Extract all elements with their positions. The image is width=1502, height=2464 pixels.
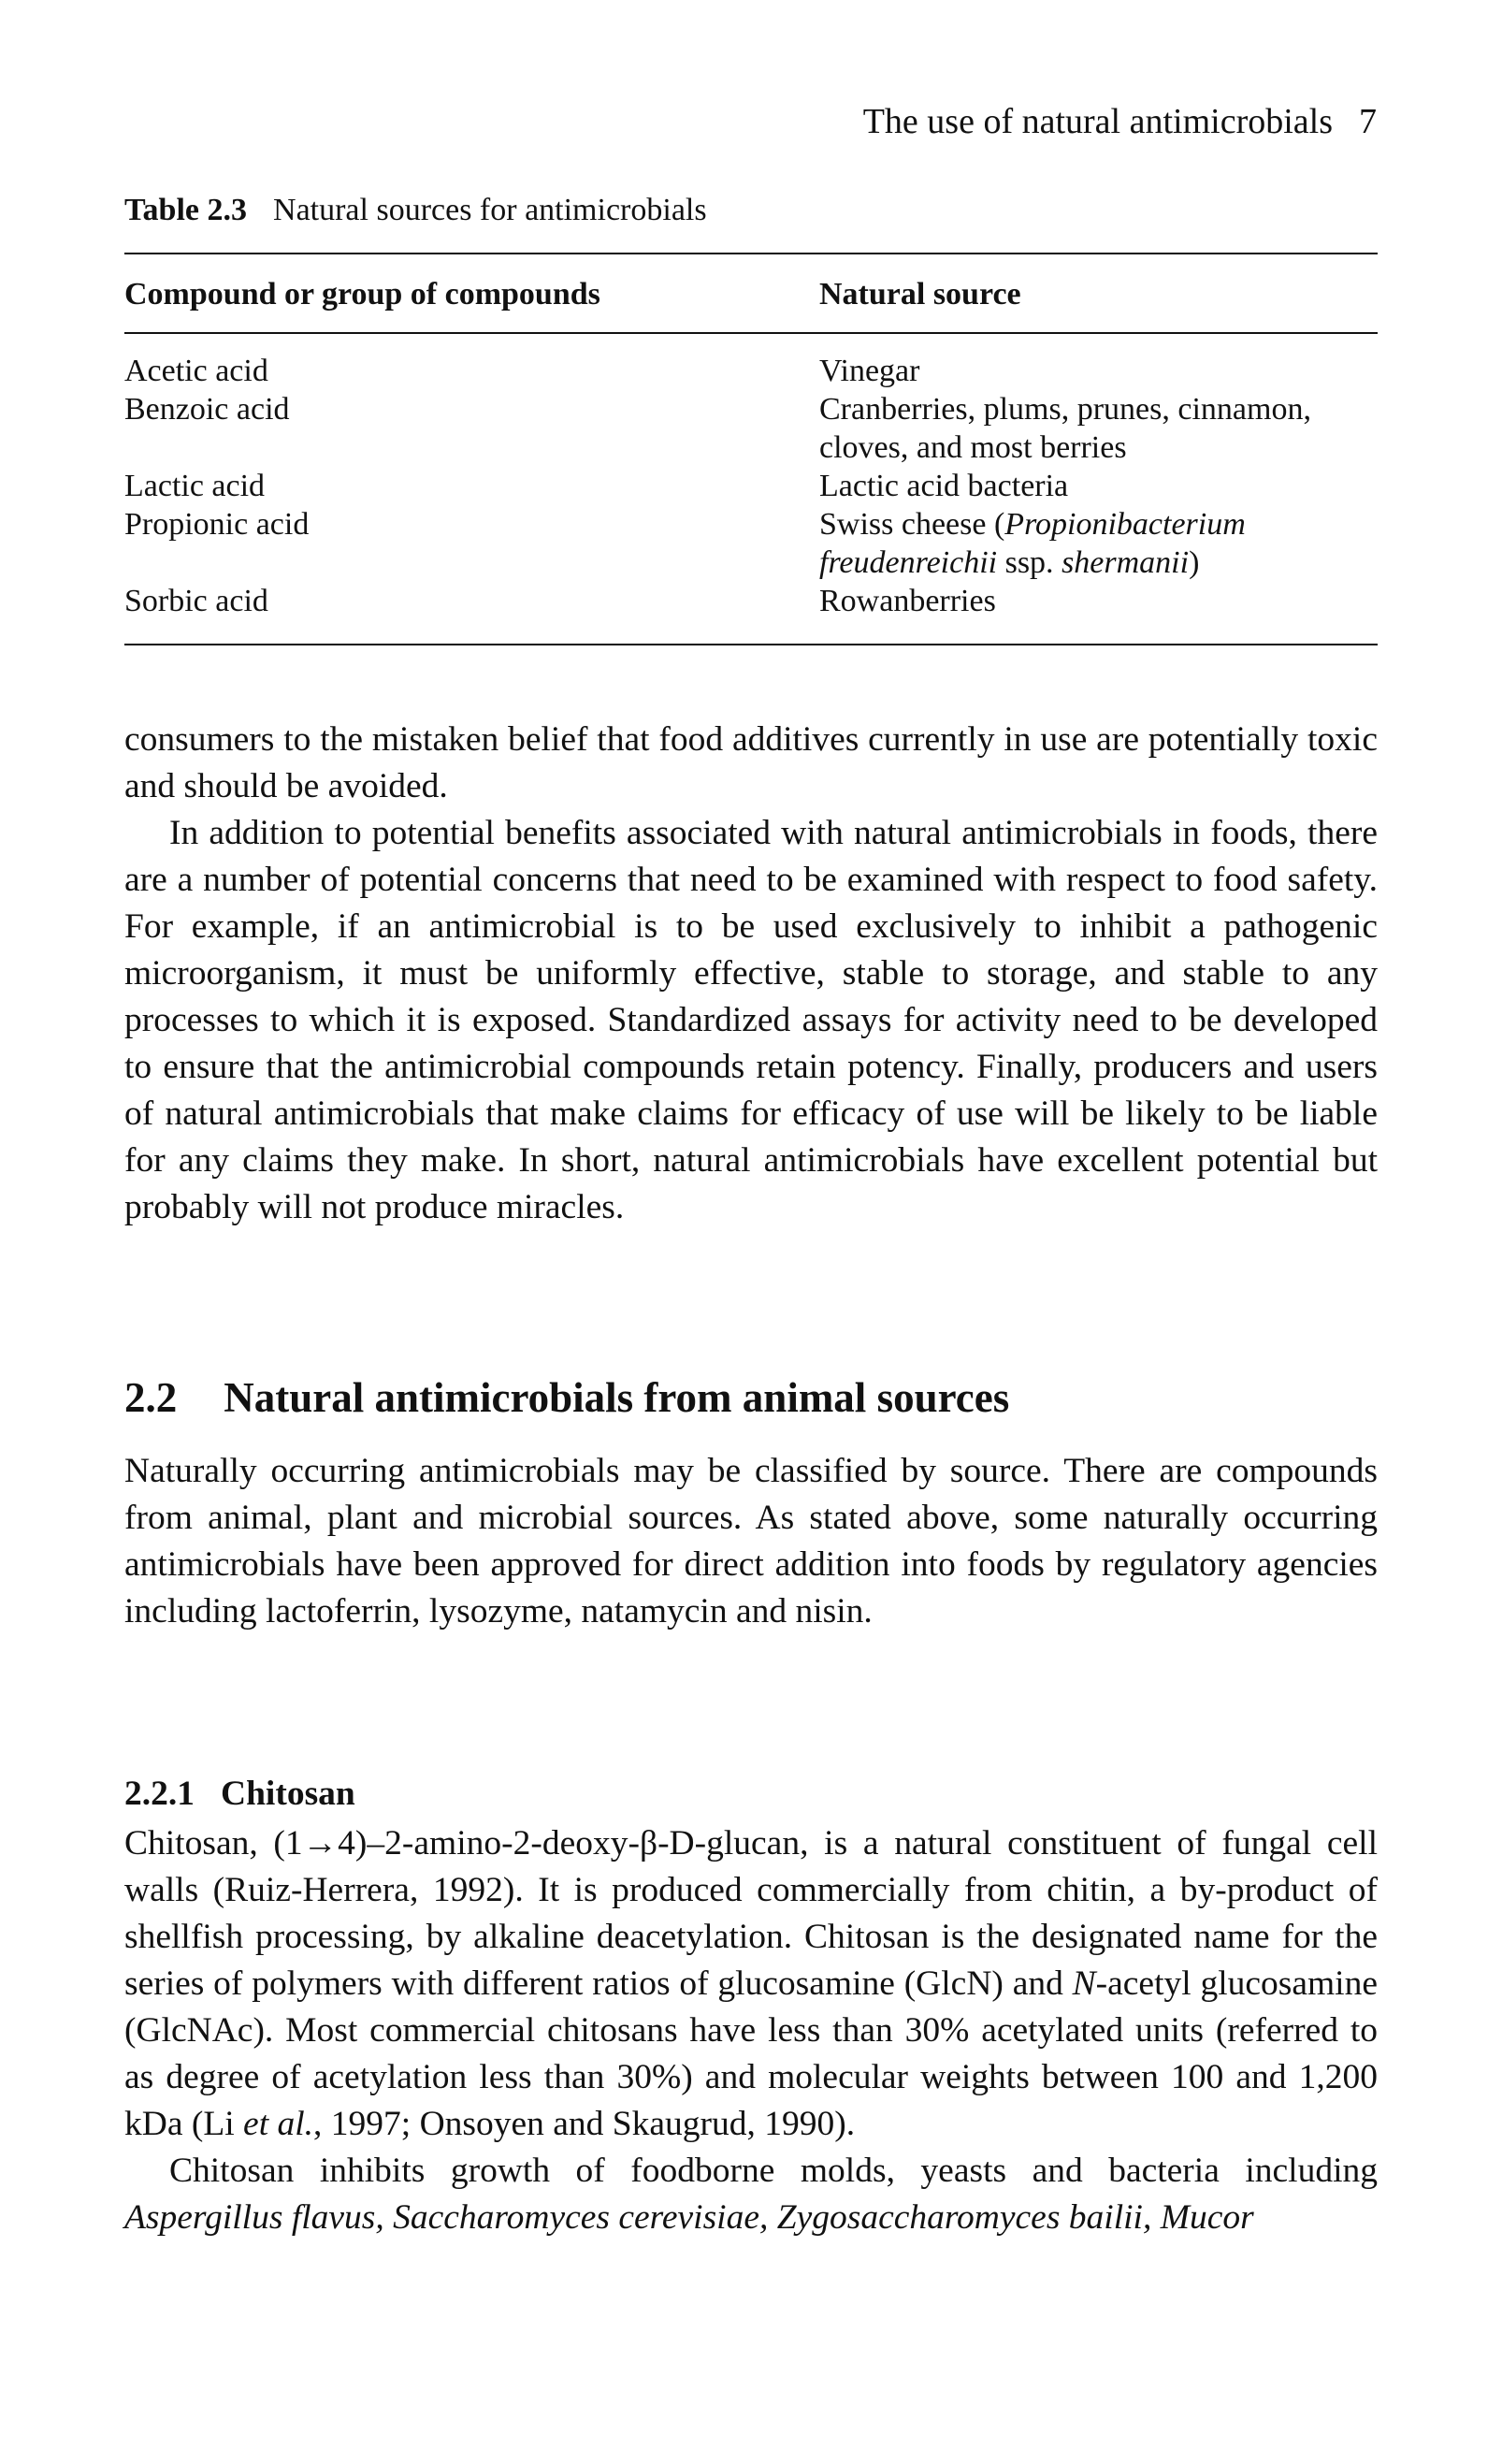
text-run: Chitosan inhibits growth of foodborne molds, yeasts and bacteria including (169, 2152, 1378, 2190)
species-list: Aspergillus flavus, Saccharomyces cerevisiae, Zygosaccharomyces bailii, Mucor (124, 2198, 1254, 2237)
table-header-compound: Compound or group of compounds (124, 277, 600, 312)
paragraph: consumers to the mistaken belief that food additives currently in use are potentially toxic and should be avoided. (124, 720, 1378, 805)
text-run: N (1072, 1964, 1096, 2003)
text-run: et al. (243, 2105, 314, 2143)
page-number: 7 (1359, 102, 1377, 141)
section-number: 2.2 (124, 1374, 178, 1421)
source-text: Swiss cheese ( (819, 507, 1005, 542)
table-top-rule (124, 253, 1378, 254)
running-title: The use of natural antimicrobials (862, 102, 1333, 141)
table-cell-compound: Propionic acid (124, 507, 310, 542)
subspecies-name: shermanii (1062, 545, 1190, 580)
paragraph (124, 2148, 1378, 2241)
text-run: Chitosan, (1→4)–2-amino-2-deoxy-β-D-glucan, is a natural constituent of fungal cell walls (Ruiz-Herrera, 1992). It is produced commercially from chitin, a by-product of shellfish processing, by alkaline deacetylation. Chitosan is the designated name for the series of polymers with different ratios of glucosamine (GlcN) and (124, 1824, 1378, 2003)
section-body (124, 1448, 1378, 1635)
running-header (863, 101, 1377, 142)
paragraph (124, 1820, 1378, 2148)
table-cell-source: Lactic acid bacteria (819, 469, 1069, 503)
subsection-title: Chitosan (221, 1775, 355, 1813)
text-run: , 1997; Onsoyen and Skaugrud, 1990). (313, 2105, 856, 2143)
paragraph: In addition to potential benefits associated with natural antimicrobials in foods, there are a number of potential concerns that need to be examined with respect to food safety. For example, if an antimicrobial is to be used exclusively to inhibit a pathogenic microorganism, it must be uniformly effective, stable to storage, and stable to any processes to which it is exposed. Standardized assays for activity need to be developed to ensure that the antimicrobial compounds retain potency. Finally, producers and users of natural antimicrobials that make claims for efficacy of use will be likely to be liable for any claims they make. In short, natural antimicrobials have excellent potential but probably will not produce miracles. (124, 814, 1378, 1226)
section-title: Natural antimicrobials from animal sources (224, 1374, 1010, 1421)
table-caption-text: Natural sources for antimicrobials (273, 193, 707, 227)
table-cell-compound: Benzoic acid (124, 392, 290, 427)
section-heading (124, 1373, 1009, 1422)
species-name: Propionibacterium freudenreichii (819, 507, 1246, 580)
subsection-number: 2.2.1 (124, 1775, 195, 1813)
table-header-source: Natural source (819, 277, 1021, 312)
body-text (124, 717, 1378, 1231)
table-cell-source: Vinegar (819, 354, 920, 388)
table-cell-source: Rowanberries (819, 584, 996, 618)
text-run: -acetyl glucosamine (GlcNAc). Most commercial chitosans have less than 30% acetylated units (referred to as degree of acetylation less than 30%) and molecular weights between 100 and 1,200 kDa (Li (124, 1964, 1378, 2143)
table-cell-compound: Sorbic acid (124, 584, 268, 618)
table-label: Table 2.3 (124, 193, 248, 227)
subsection-heading (124, 1774, 355, 1814)
table-bottom-rule (124, 644, 1378, 645)
source-text: ssp. (997, 545, 1062, 580)
table-cell-source: Cranberries, plums, prunes, cinnamon, cloves, and most berries (819, 392, 1311, 465)
subsection-body (124, 1820, 1378, 2241)
source-text: ) (1189, 545, 1200, 580)
table-cell-compound: Lactic acid (124, 469, 266, 503)
table-cell-source (819, 505, 1380, 582)
table-caption (124, 193, 707, 228)
table-cell-compound: Acetic acid (124, 354, 268, 388)
paragraph: Naturally occurring antimicrobials may be classified by source. There are compounds from animal, plant and microbial sources. As stated above, some naturally occurring antimicrobials have been approved for direct addition into foods by regulatory agencies including lactoferrin, lysozyme, natamycin and nisin. (124, 1452, 1378, 1631)
table-header-rule (124, 332, 1378, 334)
